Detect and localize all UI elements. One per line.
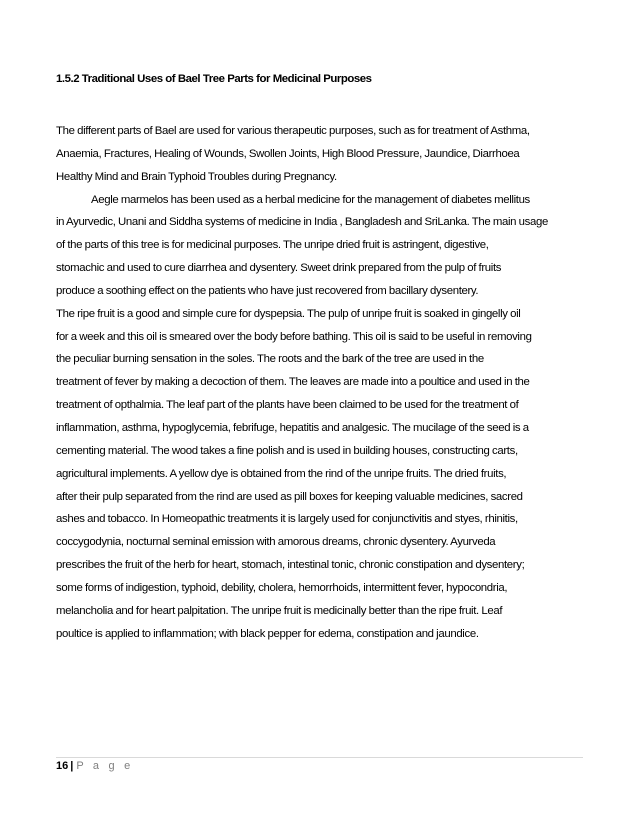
text-line: for a week and this oil is smeared over the body before bathing. This oil is said to be useful in removing: [56, 330, 532, 343]
paragraph: [56, 303, 596, 646]
page-label: P a g e: [76, 760, 134, 772]
paragraph: [56, 120, 596, 189]
text-line: agricultural implements. A yellow dye is obtained from the rind of the unripe fruits. The dried fruits,: [56, 467, 507, 480]
paragraph: [56, 189, 596, 303]
text-line: produce a soothing effect on the patients who have just recovered from bacillary dysentery.: [56, 284, 479, 297]
text-line: The ripe fruit is a good and simple cure for dyspepsia. The pulp of unripe fruit is soaked in gingelly oil: [56, 307, 521, 320]
text-line: inflammation, asthma, hypoglycemia, febrifuge, hepatitis and analgesic. The mucilage of the seed is a: [56, 421, 529, 434]
text-line: Anaemia, Fractures, Healing of Wounds, Swollen Joints, High Blood Pressure, Jaundice, Diarrhoea: [56, 147, 520, 160]
text-line: in Ayurvedic, Unani and Siddha systems of medicine in India , Bangladesh and SriLanka. The main usage: [56, 216, 548, 229]
body-text: [56, 120, 596, 645]
text-line: treatment of opthalmia. The leaf part of the plants have been claimed to be used for the treatment of: [56, 399, 519, 412]
text-line: The different parts of Bael are used for various therapeutic purposes, such as for treatment of Asthma,: [56, 125, 530, 137]
section-heading: 1.5.2 Traditional Uses of Bael Tree Parts for Medicinal Purposes: [56, 73, 372, 85]
footer-separator: |: [70, 760, 74, 772]
text-line: of the parts of this tree is for medicinal purposes. The unripe dried fruit is astringent, digestive,: [56, 239, 489, 252]
text-line: poultice is applied to inflammation; with black pepper for edema, constipation and jaundice.: [56, 627, 479, 640]
page-footer: [56, 760, 133, 772]
text-line: ashes and tobacco. In Homeopathic treatments it is largely used for conjunctivitis and styes, rhinitis,: [56, 513, 518, 526]
text-line: coccygodynia, nocturnal seminal emission with amorous dreams, chronic dysentery. Ayurveda: [56, 536, 496, 549]
text-line: Healthy Mind and Brain Typhoid Troubles during Pregnancy.: [56, 170, 337, 183]
text-line: Aegle marmelos has been used as a herbal medicine for the management of diabetes mellitus: [91, 193, 530, 206]
text-line: some forms of indigestion, typhoid, debility, cholera, hemorrhoids, intermittent fever, hypocondria,: [56, 581, 508, 594]
text-line: prescribes the fruit of the herb for heart, stomach, intestinal tonic, chronic constipation and dysentery;: [56, 559, 525, 572]
page-number: 16: [56, 760, 69, 772]
text-line: stomachic and used to cure diarrhea and dysentery. Sweet drink prepared from the pulp of fruits: [56, 262, 502, 275]
text-line: cementing material. The wood takes a fine polish and is used in building houses, constructing carts,: [56, 444, 518, 457]
text-line: treatment of fever by making a decoction of them. The leaves are made into a poultice and used in the: [56, 376, 530, 389]
footer-divider: [56, 757, 583, 758]
text-line: melancholia and for heart palpitation. The unripe fruit is medicinally better than the ripe fruit. Leaf: [56, 604, 503, 617]
text-line: the peculiar burning sensation in the soles. The roots and the bark of the tree are used in the: [56, 353, 484, 366]
text-line: after their pulp separated from the rind are used as pill boxes for keeping valuable medicines, sacred: [56, 490, 523, 503]
